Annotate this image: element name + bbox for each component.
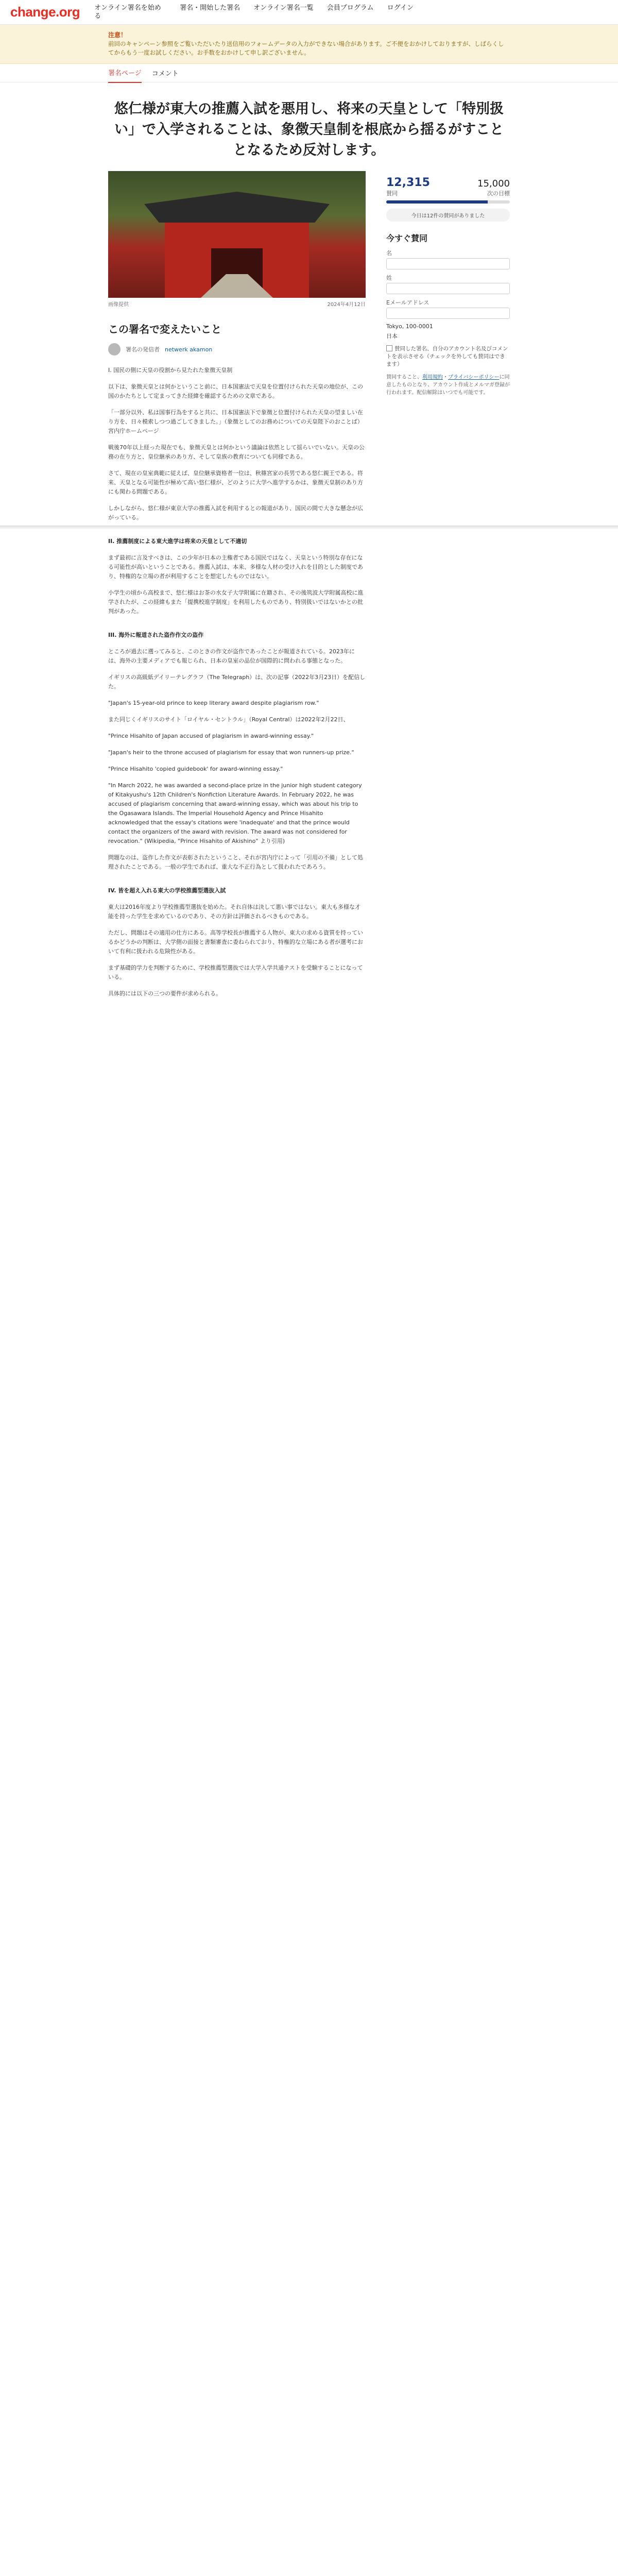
body-paragraph: さて、現在の皇室典範に従えば、皇位継承資格者一位は、秋篠宮家の長男である悠仁親王である。将来、天皇となる可能性が極めて高い悠仁様が、どのように大学へ進学するかは、象徴天皇制のあり方にも関わる問題である。 — [108, 470, 363, 495]
display-checkbox[interactable] — [386, 345, 392, 351]
body-paragraph: 東大は2016年度より学校推薦型選抜を始めた。それ自体は決して悪い事ではない。東大も多様な才能を持った学生を求めているのであり、その方針は評価されるべきものである。 — [108, 904, 360, 920]
petition-image — [108, 171, 366, 298]
legal-text: 賛同すること、利用規約・プライバシーポリシーに同意したものとなり、アカウント作成とメルマガ登録が行われます。配信解除はいつでも可能です。 — [386, 375, 510, 396]
body-paragraph: 戦後70年以上経った現在でも、象徴天皇とは何かという議論は依然として揺らいでいない。天皇の公務の在り方と、皇位継承のあり方、そして皇族の教育についても同様である。 — [108, 444, 365, 460]
body-paragraph: まず基礎的学力を判断するために、学校推薦型選抜では大学入学共通テストを受験することになっている。 — [108, 964, 363, 980]
body-paragraph: I. 国民の側に天皇の役割から見たれた象徴天皇制 — [108, 367, 233, 374]
terms-link[interactable]: 利用規約 — [422, 375, 443, 380]
content-wrap — [0, 171, 618, 1006]
body-paragraph: 小学生の頃から高校まで、悠仁様はお茶の水女子大学附属に在籍され、その後筑波大学附属高校に進学されたが、この経緯もまた「提携校進学制度」を利用したものであり、特別扱いではないかとの批判があった。 — [108, 589, 364, 615]
legal-suffix: に同意したものとなり、アカウント作成とメルマガ登録が行われます。配信解除はいつでも可能です。 — [386, 375, 510, 396]
body-paragraph: しかしながら、悠仁様が東京大学の推薦入試を利用するとの報道があり、国民の間で大きな懸念が広がっている。 — [108, 505, 363, 521]
notice-text: 前回のキャンペーン参照をご覧いただいたり送信用のフォームデータの入力ができない場合があります。ご不便をおかけしておりますが、しばらくしてからもう一度お試しください。お手数をおかけして申し訳ございません。 — [108, 40, 504, 56]
sign-title: 今すぐ賛同 — [386, 233, 428, 243]
image-credit: 画像提供 — [108, 302, 129, 308]
body-paragraph: ただし、問題はその適用の仕方にある。高等学校長が推薦する人物が、東大の求める資質を持っているかどうかの判断は、大学側の面接と書類審査に委ねられており、特権的な立場にある者が選考において有利に扱われる危険性がある。 — [108, 929, 363, 955]
nav-my-petitions[interactable]: 署名・開始した署名 — [180, 4, 241, 12]
first-name-input[interactable] — [386, 258, 510, 269]
body-quote: "Japan's heir to the throne accused of plagiarism for essay that won runners-up prize." — [108, 749, 354, 756]
count-label: 賛同 — [386, 190, 398, 197]
tab-petition[interactable]: 署名ページ — [108, 63, 142, 83]
avatar — [108, 343, 121, 355]
count-labels — [386, 189, 510, 197]
main-column — [108, 171, 366, 1006]
privacy-link[interactable]: プライバシーポリシー — [448, 375, 500, 380]
starter-name-link[interactable]: netwerk akamon — [165, 346, 213, 353]
section-heading: III. 海外に報道された盗作作文の盗作 — [108, 632, 204, 638]
email-input[interactable] — [386, 308, 510, 319]
signature-count — [386, 176, 510, 189]
section-heading: II. 推薦制度による東大進学は将来の天皇として不適切 — [108, 538, 247, 545]
tab-comments[interactable]: コメント — [151, 70, 179, 78]
progress-fill — [386, 200, 488, 204]
image-caption — [108, 298, 366, 310]
last-name-label: 姓 — [386, 275, 392, 281]
nav-membership[interactable]: 会員プログラム — [327, 4, 374, 12]
count-value: 12,315 — [386, 176, 430, 189]
body-paragraph: イギリスの高級紙デイリーテレグラフ（The Telegraph）は、次の記事（2022年3月23日）を配信した。 — [108, 674, 366, 690]
location-text[interactable]: Tokyo, 100-0001 — [386, 323, 433, 330]
body-quote: "Japan's 15-year-old prince to keep literary award despite plagiarism row." — [108, 700, 319, 706]
last-name-input[interactable] — [386, 283, 510, 294]
recent-signers-pill: 今日は12件の賛同がありました — [386, 209, 510, 222]
nav-start-petition[interactable]: オンライン署名を始める — [94, 4, 161, 20]
goal-value: 15,000 — [477, 178, 510, 189]
petition-starter — [108, 343, 366, 355]
email-label: Eメールアドレス — [386, 299, 430, 306]
section-divider-shadow — [0, 526, 618, 530]
body-quote: "Prince Hisahito of Japan accused of plagiarism in award-winning essay." — [108, 733, 314, 739]
goal-label: 次の目標 — [487, 190, 510, 197]
why-heading: この署名で変えたいこと — [108, 323, 221, 335]
body-paragraph: 以下は、象徴天皇とは何かということ前に、日本国憲法で天皇を位置付けられた天皇の地位が、この国のかたちとして定まってきた経緯を確認するための文章である。 — [108, 383, 363, 399]
first-name-label: 名 — [386, 250, 392, 257]
display-checkbox-row[interactable] — [386, 345, 510, 368]
body-paragraph: 具体的には以下の三つの要件が求められる。 — [108, 990, 221, 997]
first-name-field — [386, 249, 510, 269]
body-paragraph: また同じくイギリスのサイト「ロイヤル・セントラル」（Royal Central）は2022年2月22日、 — [108, 716, 349, 723]
country-text[interactable]: 日本 — [386, 333, 398, 340]
page-tabs — [0, 64, 618, 82]
body-paragraph: 問題なのは、盗作した作文が表彰されたということ、それが宮内庁によって「引用の不備」として処理されたことである。一般の学生であれば、重大な不正行為として扱われたであろう。 — [108, 854, 363, 870]
petition-body — [108, 366, 366, 998]
body-quote: "Prince Hisahito 'copied guidebook' for award-winning essay." — [108, 766, 283, 772]
last-name-field — [386, 274, 510, 294]
notice-banner — [0, 25, 618, 64]
starter-label: 署名の発信者 — [126, 346, 160, 353]
section-heading: IV. 皆を超え入れる東大の学校推薦型選抜入試 — [108, 887, 226, 894]
nav-browse[interactable]: オンライン署名一覧 — [253, 4, 314, 12]
checkbox-label: 賛同した署名、自分のアカウント名及びコメントを表示させる（チェックを外しても賛同はできます） — [386, 346, 508, 367]
body-paragraph: ところが過去に遡ってみると、このときの作文が盗作であったことが報道されている。2023年には、海外の主要メディアでも報じられ、日本の皇室の品位が国際的に問われる事態となった。 — [108, 648, 355, 664]
sign-sidebar — [386, 171, 510, 1006]
gate-roof-shape — [144, 192, 330, 223]
email-field — [386, 298, 510, 319]
main-nav — [94, 4, 414, 21]
notice-title: 注意！ — [108, 31, 127, 39]
image-date: 2024年4月12日 — [327, 302, 366, 308]
body-quote: "In March 2022, he was awarded a second-place prize in the junior high student category of Kitakyushu's 12th Children's Nonfiction Literature Awards. In February 2022, he was accused of plagiarism concerning that award-winning essay, which was about his trip to the Ogasawara Islands. The Imperial Household Agency and Prince Hisahito acknowledged that the essay's citations were 'inadequate' and that the prince would contact the organizers of the award with revision. The award was not considered for revocation." (Wikipedia, "Prince Hisahito of Akishino" より引用) — [108, 782, 362, 844]
petition-title: 悠仁様が東大の推薦入試を悪用し、将来の天皇として「特別扱い」で入学されることは、象徴天皇制を根底から揺るがすこととなるため反対します。 — [114, 101, 504, 158]
body-paragraph: まず最初に言及すべきは、この少年が日本の主権者である国民ではなく、天皇という特別な存在になる可能性が高いということである。推薦入試は、本来、多様な人材の受け入れを目的とした制度であり、特権的な立場の者が利用することを想定したものではない。 — [108, 554, 363, 580]
progress-bar — [386, 200, 510, 204]
body-paragraph: 「一部分以外、私は国事行為をすると共に、日本国憲法下で象徴と位置付けられた天皇の望ましい在り方を、日々模索しつつ過ごしてきました。」（象徴としてのお務めについての天皇陛下のおことば）宮内庁ホームページ — [108, 409, 363, 434]
legal-prefix: 賛同すること、 — [386, 375, 422, 380]
change-org-logo[interactable]: change.org — [10, 4, 80, 20]
nav-login[interactable]: ログイン — [387, 4, 414, 12]
top-header — [0, 0, 618, 25]
